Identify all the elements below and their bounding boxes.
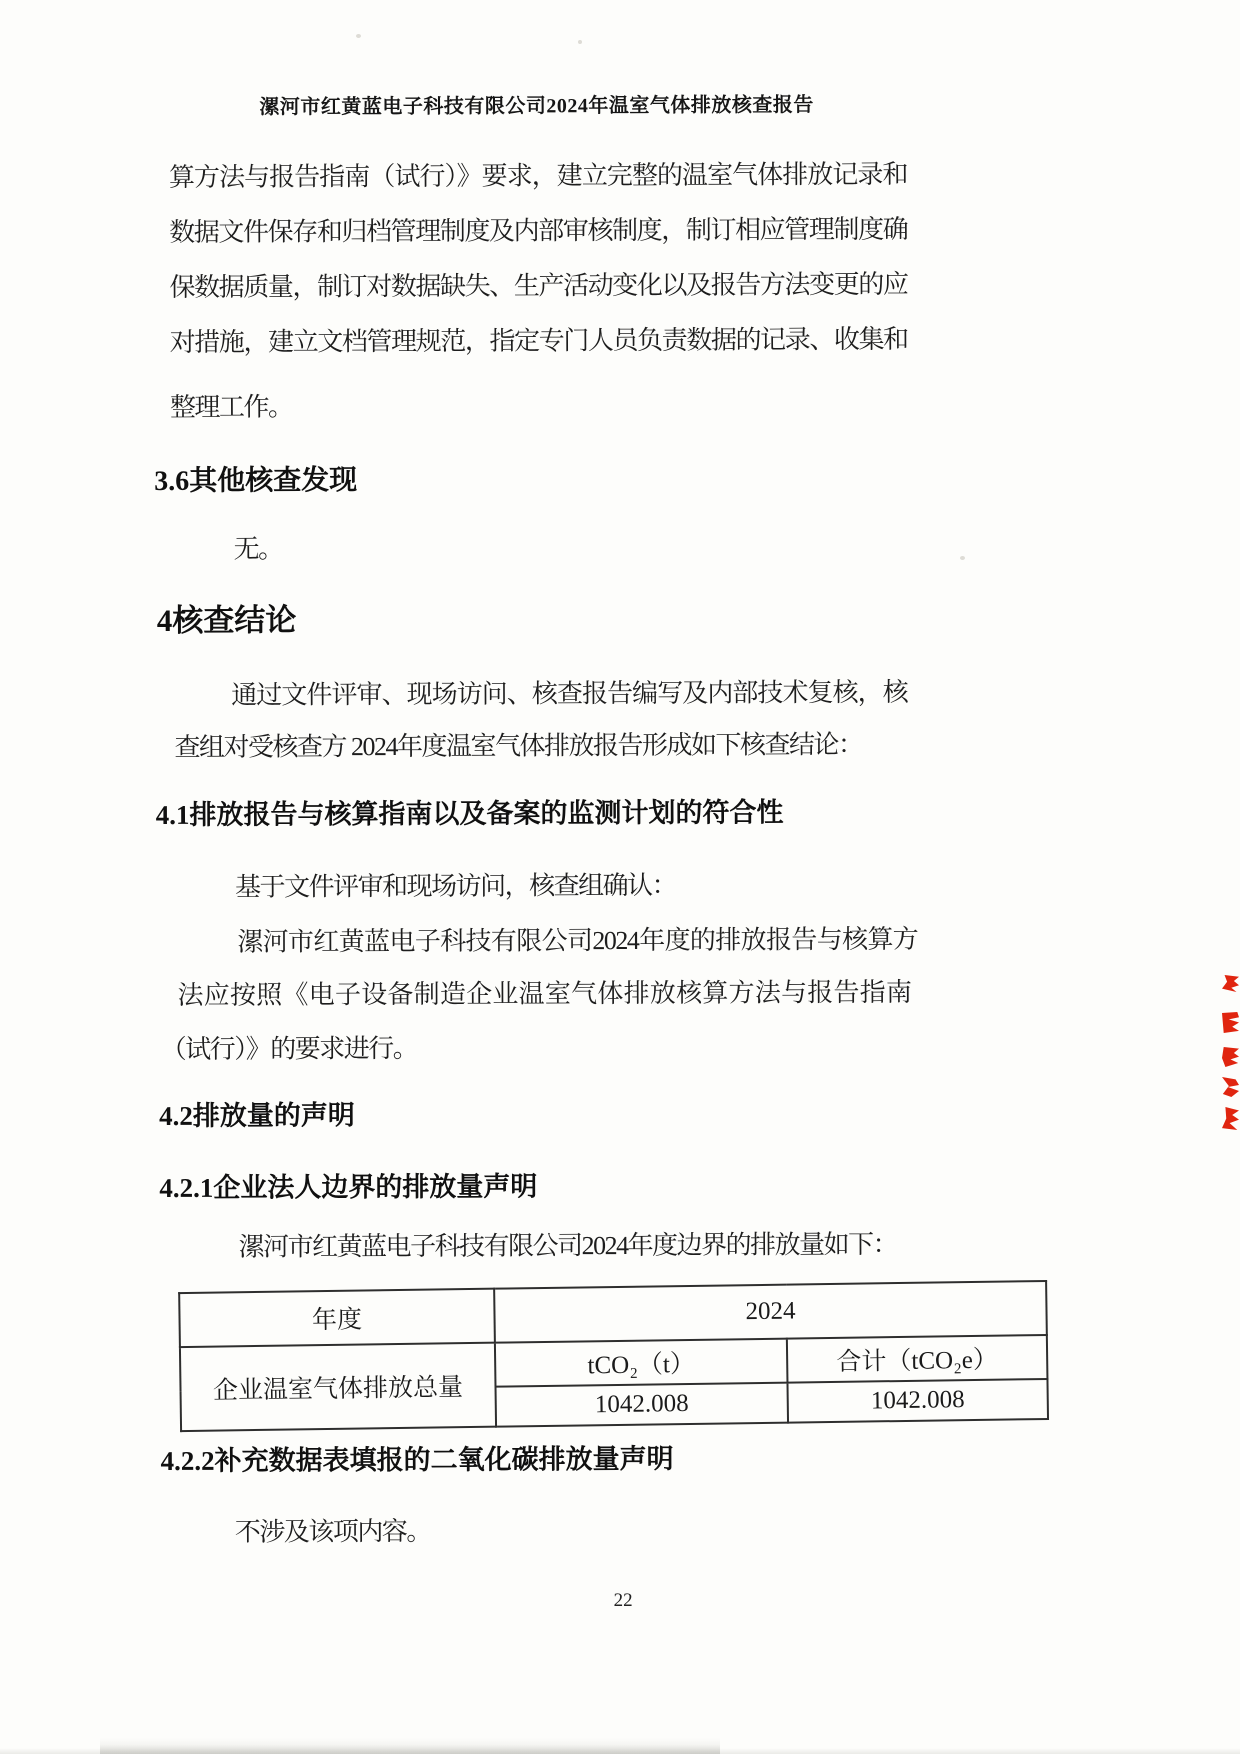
section-heading-4-2: 4.2排放量的声明 <box>158 1100 355 1132</box>
paragraph-line: 算方法与报告指南（试行）》要求，建立完整的温室气体排放记录和 <box>168 159 907 192</box>
year-value-cell: 2024 <box>494 1281 1047 1343</box>
section-heading-4-1: 4.1排放报告与核算指南以及备案的监测计划的符合性 <box>155 797 784 831</box>
emissions-table <box>178 1280 1049 1432</box>
total-header-cell: 合计（tCO₂e） <box>787 1335 1048 1383</box>
paragraph-line: 对措施，建立文档管理规范，指定专门人员负责数据的记录、收集和 <box>169 324 908 357</box>
year-label-cell: 年度 <box>179 1289 495 1347</box>
scan-smudge <box>0 1748 1240 1754</box>
scan-speck <box>960 556 965 560</box>
paragraph-line: 漯河市红黄蓝电子科技有限公司2024年度的排放报告与核算方 <box>237 924 918 957</box>
running-header: 漯河市红黄蓝电子科技有限公司2024年温室气体排放核查报告 <box>259 94 814 119</box>
tco2-header-cell: tCO₂（t） <box>495 1339 788 1387</box>
scan-speck <box>578 40 582 44</box>
section-4-2-2-body: 不涉及该项内容。 <box>234 1516 431 1547</box>
page-number: 22 <box>613 1589 633 1612</box>
paragraph-line: 整理工作。 <box>169 392 293 422</box>
tco2-value-cell: 1042.008 <box>496 1383 789 1427</box>
paragraph-line: 查组对受核查方 2024年度温室气体排放报告形成如下核查结论： <box>174 729 863 762</box>
paragraph-line: 保数据质量，制订对数据缺失、生产活动变化以及报告方法变更的应 <box>169 269 908 302</box>
paragraph-line: 基于文件评审和现场访问，核查组确认： <box>234 870 677 902</box>
paragraph-line: 通过文件评审、现场访问、核查报告编写及内部技术复核，核 <box>231 677 908 710</box>
paragraph-line: 漯河市红黄蓝电子科技有限公司2024年度边界的排放量如下： <box>238 1229 898 1262</box>
scan-speck <box>356 34 361 38</box>
total-label-cell: 企业温室气体排放总量 <box>180 1343 496 1431</box>
red-stamp-fragment <box>1222 1012 1239 1033</box>
paragraph-line: （试行）》的要求进行。 <box>160 1033 418 1065</box>
section-heading-3-6: 3.6其他核查发现 <box>154 465 358 498</box>
section-3-6-body: 无。 <box>233 534 283 564</box>
section-heading-4: 4核查结论 <box>156 602 297 639</box>
total-value-cell: 1042.008 <box>787 1379 1048 1423</box>
paragraph-line: 数据文件保存和归档管理制度及内部审核制度，制订相应管理制度确 <box>169 214 908 247</box>
section-heading-4-2-1: 4.2.1企业法人边界的排放量声明 <box>159 1171 538 1204</box>
paragraph-line: 法应按照《电子设备制造企业温室气体排放核算方法与报告指南 <box>177 977 911 1010</box>
section-heading-4-2-2: 4.2.2补充数据表填报的二氧化碳排放量声明 <box>160 1443 674 1477</box>
